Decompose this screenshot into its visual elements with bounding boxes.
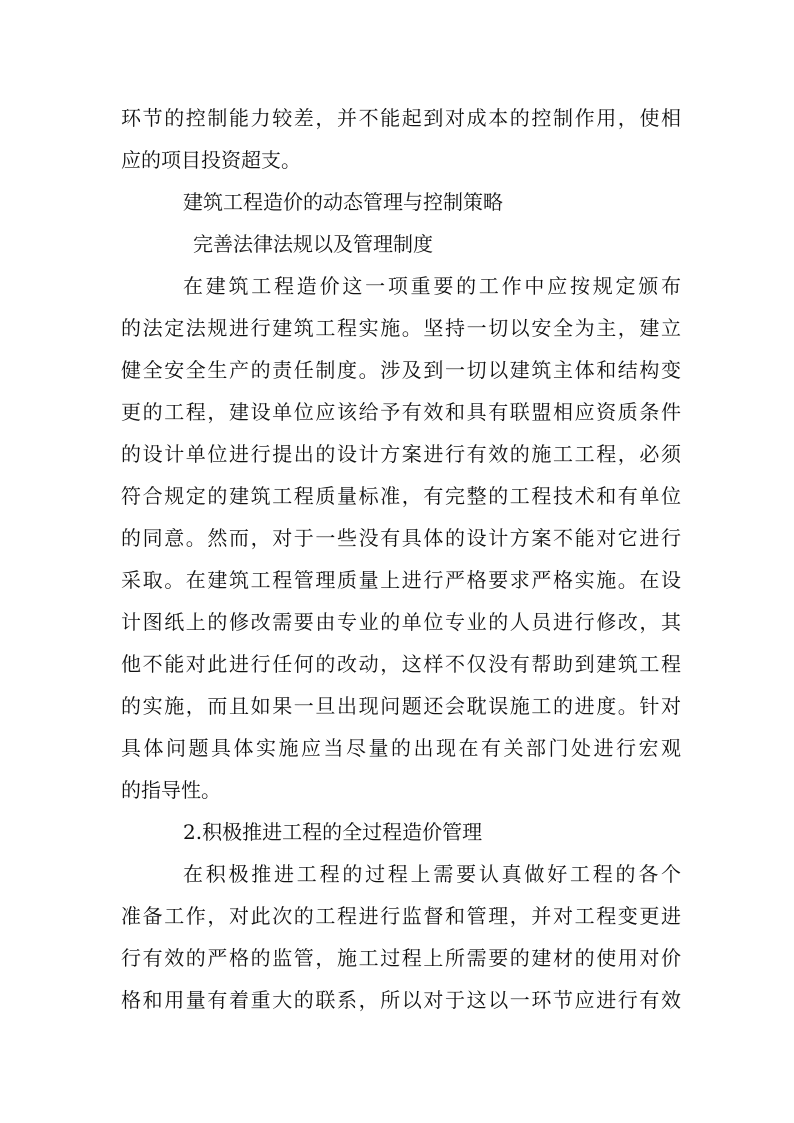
paragraph-line: 采取。在建筑工程管理质量上进行严格要求严格实施。在设 bbox=[121, 568, 681, 592]
paragraph-line: 的实施，而且如果一旦出现问题还会耽误施工的进度。针对 bbox=[121, 694, 681, 718]
paragraph-line: 行有效的严格的监管，施工过程上所需要的建材的使用对价 bbox=[121, 946, 681, 970]
section-heading: 建筑工程造价的动态管理与控制策略 bbox=[183, 190, 503, 214]
paragraph-line: 的指导性。 bbox=[121, 778, 221, 802]
paragraph-line: 的同意。然而，对于一些没有具体的设计方案不能对它进行 bbox=[121, 526, 681, 550]
paragraph-line: 更的工程，建设单位应该给予有效和具有联盟相应资质条件 bbox=[121, 400, 681, 424]
paragraph-line: 格和用量有着重大的联系，所以对于这以一环节应进行有效 bbox=[121, 988, 681, 1012]
paragraph-line: 在建筑工程造价这一项重要的工作中应按规定颁布 bbox=[183, 274, 681, 298]
paragraph-line: 计图纸上的修改需要由专业的单位专业的人员进行修改，其 bbox=[121, 610, 681, 634]
paragraph-line: 准备工作，对此次的工程进行监督和管理，并对工程变更进 bbox=[121, 904, 681, 928]
section-heading: 2.积极推进工程的全过程造价管理 bbox=[183, 820, 483, 844]
paragraph-line: 的设计单位进行提出的设计方案进行有效的施工工程，必须 bbox=[121, 442, 681, 466]
paragraph-line: 他不能对此进行任何的改动，这样不仅没有帮助到建筑工程 bbox=[121, 652, 681, 676]
subsection-heading: 完善法律法规以及管理制度 bbox=[193, 232, 433, 256]
paragraph-line: 应的项目投资超支。 bbox=[121, 148, 301, 172]
paragraph-line: 的法定法规进行建筑工程实施。坚持一切以安全为主，建立 bbox=[121, 316, 681, 340]
paragraph-line: 健全安全生产的责任制度。涉及到一切以建筑主体和结构变 bbox=[121, 358, 681, 382]
paragraph-line: 具体问题具体实施应当尽量的出现在有关部门处进行宏观 bbox=[121, 736, 681, 760]
paragraph-line: 在积极推进工程的过程上需要认真做好工程的各个 bbox=[183, 862, 681, 886]
paragraph-line: 符合规定的建筑工程质量标准，有完整的工程技术和有单位 bbox=[121, 484, 681, 508]
paragraph-line: 环节的控制能力较差，并不能起到对成本的控制作用，使相 bbox=[121, 106, 681, 130]
